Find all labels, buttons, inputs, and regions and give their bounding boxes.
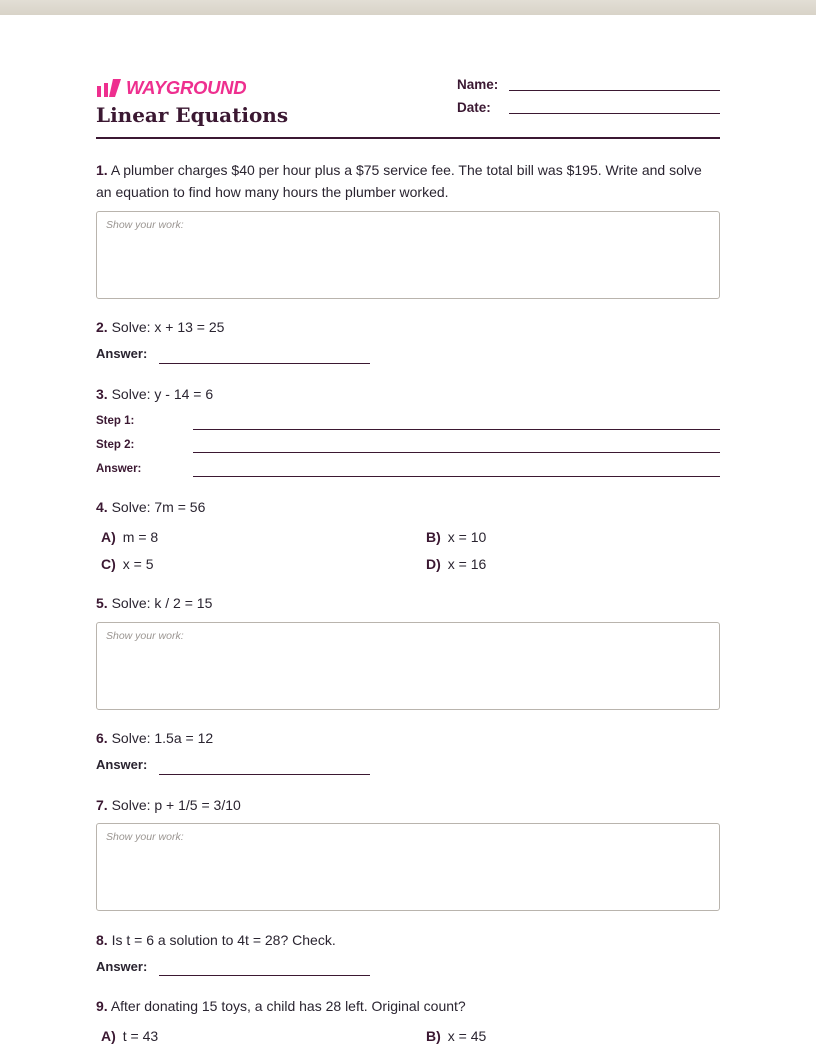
option-text: m = 8 (122, 529, 159, 545)
top-bar (0, 0, 816, 15)
answer-field-8[interactable] (159, 975, 370, 976)
option-text: t = 43 (122, 1028, 159, 1044)
worksheet-title: Linear Equations (96, 103, 289, 127)
option-text: x = 45 (447, 1028, 487, 1044)
question-text: Solve: p + 1/5 = 3/10 (111, 797, 241, 813)
question-text: A plumber charges $40 per hour plus a $75 service fee. The total bill was $195. Write and solve an equation to find how many hours the plumber worked. (96, 162, 702, 200)
brand-mark-icon (96, 79, 122, 97)
work-box-5[interactable] (96, 622, 720, 710)
step-answer-label: Answer: (96, 463, 142, 475)
question-number: 2. (96, 319, 108, 335)
question-1 (96, 159, 720, 203)
brand-name: WAYGROUND (126, 77, 247, 98)
option-a[interactable] (101, 1028, 158, 1044)
question-6 (96, 727, 720, 749)
question-9 (96, 995, 720, 1017)
question-text: Solve: k / 2 = 15 (111, 595, 213, 611)
step-2-label: Step 2: (96, 439, 135, 451)
work-box-7[interactable] (96, 823, 720, 911)
work-box-1[interactable] (96, 211, 720, 299)
option-letter: B) (426, 529, 441, 545)
answer-field-6[interactable] (159, 774, 370, 775)
option-text: x = 5 (122, 556, 154, 572)
option-d[interactable] (426, 556, 486, 572)
option-c[interactable] (101, 556, 154, 572)
question-number: 8. (96, 932, 108, 948)
answer-label: Answer: (96, 346, 148, 361)
header-divider (96, 137, 720, 139)
work-placeholder: Show your work: (106, 831, 184, 843)
answer-field-2[interactable] (159, 363, 370, 364)
question-number: 5. (96, 595, 108, 611)
date-field[interactable] (509, 113, 720, 114)
question-7 (96, 794, 720, 816)
work-placeholder: Show your work: (106, 630, 184, 642)
question-8 (96, 929, 720, 951)
step-1-field[interactable] (193, 429, 720, 430)
option-letter: A) (101, 529, 116, 545)
question-text: Solve: x + 13 = 25 (111, 319, 225, 335)
answer-label: Answer: (96, 757, 148, 772)
question-number: 1. (96, 162, 108, 178)
question-text: Solve: 1.5a = 12 (111, 730, 214, 746)
question-number: 7. (96, 797, 108, 813)
option-letter: C) (101, 556, 116, 572)
option-text: x = 10 (447, 529, 487, 545)
question-text: After donating 15 toys, a child has 28 left. Original count? (110, 998, 466, 1014)
option-b[interactable] (426, 529, 486, 545)
brand-logo (96, 78, 246, 98)
step-2-field[interactable] (193, 452, 720, 453)
date-label: Date: (457, 100, 491, 115)
question-3 (96, 383, 720, 405)
name-field[interactable] (509, 90, 720, 91)
question-number: 9. (96, 998, 108, 1014)
step-answer-field[interactable] (193, 476, 720, 477)
question-number: 6. (96, 730, 108, 746)
question-number: 4. (96, 499, 108, 515)
option-letter: D) (426, 556, 441, 572)
work-placeholder: Show your work: (106, 219, 184, 231)
option-letter: A) (101, 1028, 116, 1044)
question-text: Solve: 7m = 56 (111, 499, 206, 515)
question-text: Solve: y - 14 = 6 (111, 386, 214, 402)
question-5 (96, 592, 720, 614)
question-text: Is t = 6 a solution to 4t = 28? Check. (111, 932, 336, 948)
option-a[interactable] (101, 529, 158, 545)
question-2 (96, 316, 720, 338)
name-label: Name: (457, 77, 499, 92)
option-b[interactable] (426, 1028, 486, 1044)
option-text: x = 16 (447, 556, 487, 572)
question-number: 3. (96, 386, 108, 402)
step-1-label: Step 1: (96, 415, 135, 427)
answer-label: Answer: (96, 959, 148, 974)
option-letter: B) (426, 1028, 441, 1044)
question-4 (96, 496, 720, 518)
